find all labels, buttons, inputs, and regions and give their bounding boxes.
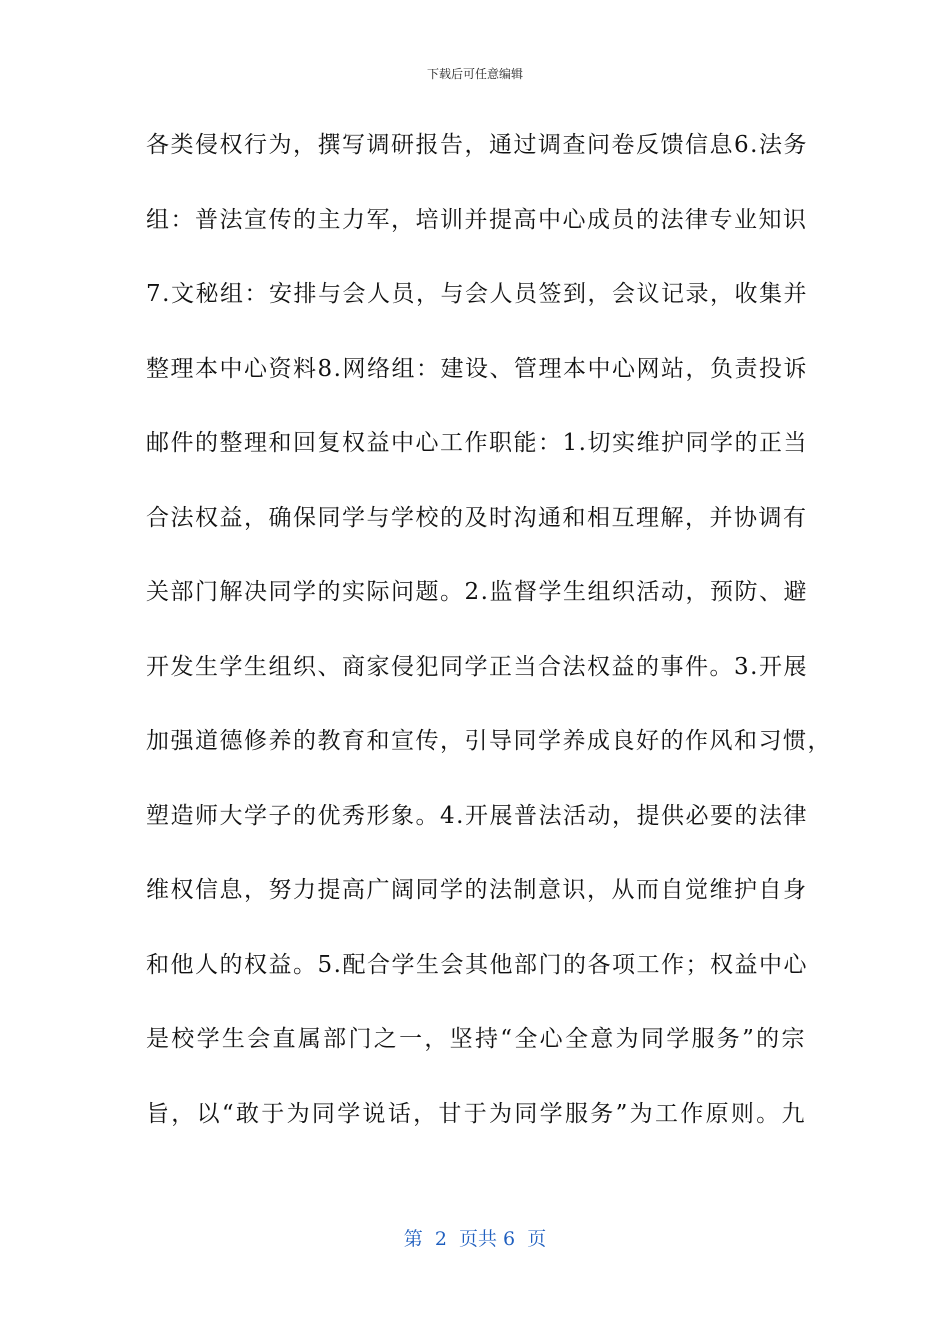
text-line: 加强道德修养的教育和宣传，引导同学养成良好的作风和习惯， [146,728,832,754]
document-body [146,122,832,1165]
text-line: 塑造师大学子的优秀形象。4.开展普法活动，提供必要的法律 [146,802,808,829]
text-line: 维权信息，努力提高广阔同学的法制意识，从而自觉维护自身 [146,877,808,903]
text-line: 和他人的权益。5.配合学生会其他部门的各项工作；权益中心 [146,951,808,978]
text-line: 各类侵权行为，撰写调研报告，通过调查问卷反馈信息6.法务 [146,132,808,158]
text-line: 合法权益，确保同学与学校的及时沟通和相互理解，并协调有 [146,504,808,531]
text-line: 邮件的整理和回复权益中心工作职能：1.切实维护同学的正当 [146,430,808,456]
text-line: 组：普法宣传的主力军，培训并提高中心成员的法律专业知识 [146,206,808,233]
text-line: 关部门解决同学的实际问题。2.监督学生组织活动，预防、避 [146,579,808,605]
page-number-footer: 第 2 页共 6 页 [403,1228,547,1250]
text-line: 开发生学生组织、商家侵犯同学正当合法权益的事件。3.开展 [146,653,808,680]
page-header: 下载后可任意编辑 [426,67,523,81]
text-line: 整理本中心资料8.网络组：建设、管理本中心网站，负责投诉 [146,355,808,382]
text-line: 7.文秘组：安排与会人员，与会人员签到，会议记录，收集并 [146,281,808,307]
text-line: 是校学生会直属部门之一，坚持“全心全意为同学服务”的宗 [146,1026,806,1052]
text-line: 旨，以“敢于为同学说话，甘于为同学服务”为工作原则。九 [146,1100,806,1127]
